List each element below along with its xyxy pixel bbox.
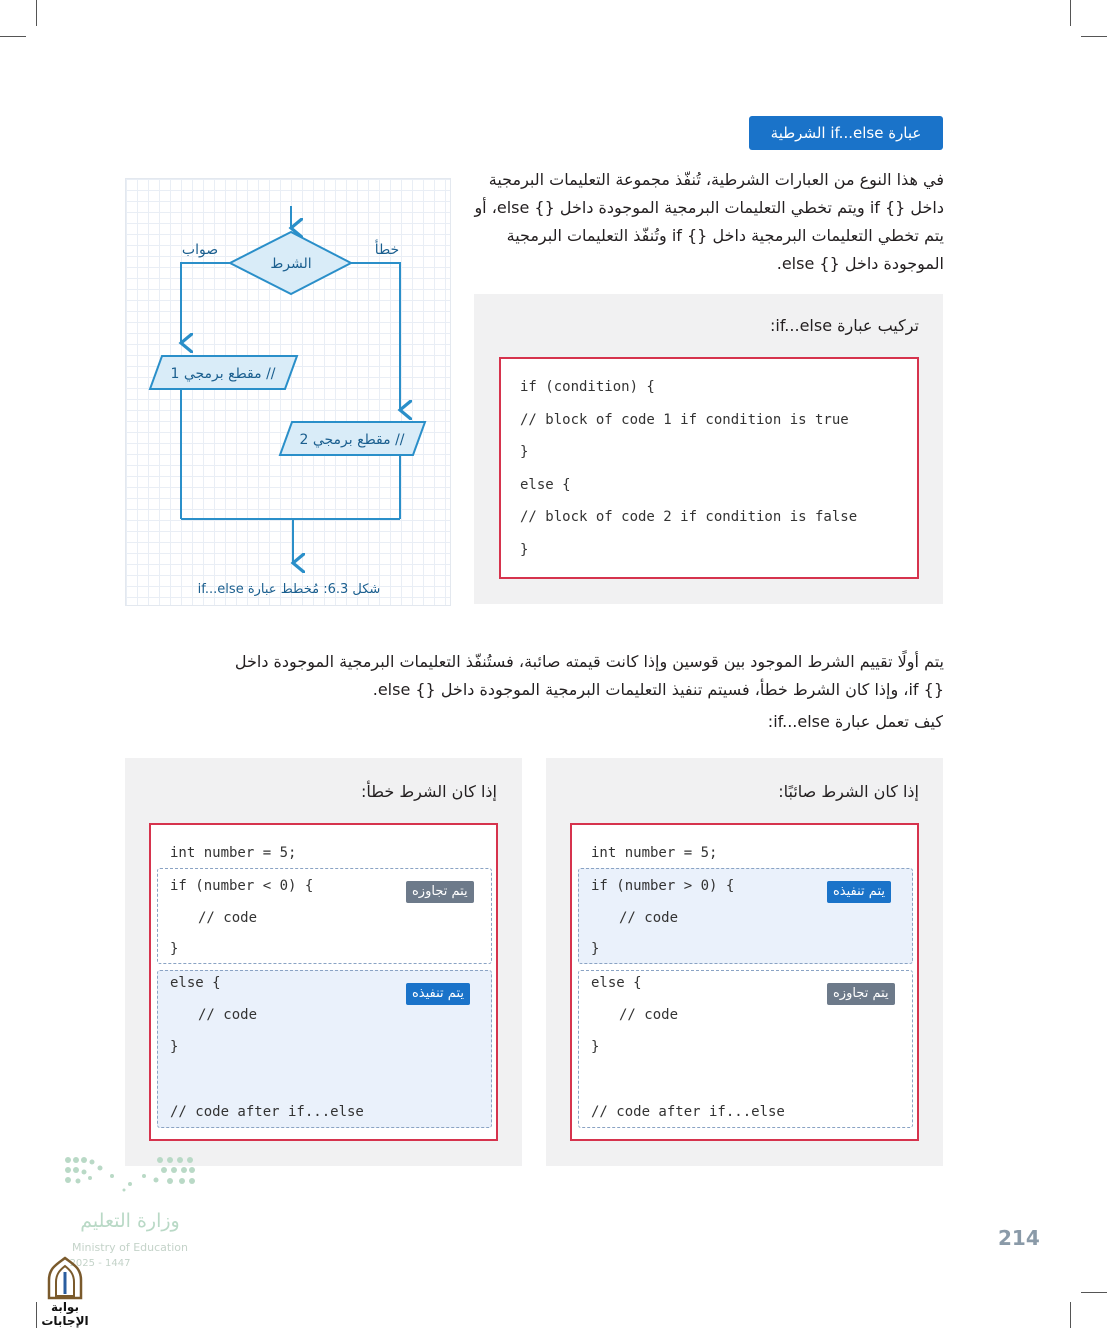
code-line: // code after if...else [591,1104,785,1120]
code-line: // code [619,910,679,926]
false-case-title: إذا كان الشرط خطأ: [360,782,497,801]
ministry-year: 2025 - 1447 [69,1258,131,1269]
code-line: // code [619,1007,679,1023]
flow-false-label: خطأ [374,242,400,258]
crop-mark [1070,1302,1071,1328]
syntax-title: تركيب عبارة if...else: [770,316,919,335]
code-line: // code after if...else [170,1104,364,1120]
intro-line: الموجودة داخل {} else. [776,254,944,273]
intro-line: يتم تخطي التعليمات البرمجية داخل {} if وتُنفّذ التعليمات البرمجية [506,226,944,245]
code-line: } [170,941,179,957]
badge-executed: يتم تنفيذه [827,881,891,903]
flowchart-caption: شكل 6.3: مُخطط عبارة if...else [197,582,381,597]
code-line: if (condition) { [520,379,655,395]
ministry-english-name: Ministry of Education [71,1241,188,1254]
code-line: } [591,941,600,957]
flow-line-false [351,263,400,410]
syntax-code-box [499,357,919,579]
code-line: } [591,1039,600,1055]
ministry-arabic-name: وزارة التعليم [80,1210,180,1232]
intro-line: داخل {} if ويتم تخطي التعليمات البرمجية الموجودة داخل {} else، أو [474,198,944,217]
code-line: if (number < 0) { [170,878,314,894]
code-line: } [170,1039,179,1055]
code-line: // code [198,1007,258,1023]
flow-line-true [181,263,230,343]
flow-block2-label: // مقطع برمجي 2 [299,432,405,448]
page-number: 214 [998,1226,1040,1250]
explain-paragraph [160,648,944,704]
code-line: else { [591,975,642,991]
badge-executed: يتم تنفيذه [406,983,470,1005]
flow-condition-label: الشرط [270,256,312,272]
watermark-text: بوابة الإجابات [41,1300,89,1328]
flow-block1-label: // مقطع برمجي 1 [170,366,276,382]
code-line: else { [170,975,221,991]
code-line: int number = 5; [170,845,297,861]
explain-line: {} if، وإذا كان الشرط خطأ، فسيتم تنفيذ التعليمات البرمجية الموجودة داخل {} else. [372,680,944,699]
badge-skipped: يتم تجاوزه [827,983,895,1005]
intro-line: في هذا النوع من العبارات الشرطية، تُنفّذ مجموعة التعليمات البرمجية [488,170,944,189]
badge-skipped: يتم تجاوزه [406,881,474,903]
code-line: } [520,444,529,460]
how-it-works-title: كيف تعمل عبارة if...else: [767,712,943,731]
code-line: // block of code 1 if condition is true [520,412,849,428]
code-line: } [520,542,529,558]
code-line: if (number > 0) { [591,878,735,894]
true-case-title: إذا كان الشرط صائبًا: [778,782,919,801]
true-case-code-box [570,823,919,1141]
code-line: else { [520,477,571,493]
code-line: int number = 5; [591,845,718,861]
false-case-code-box [149,823,498,1141]
code-line: // block of code 2 if condition is false [520,509,858,525]
ministry-dots-icon [60,1150,205,1200]
section-heading: عبارة if...else الشرطية [749,116,943,150]
explain-line: يتم أولًا تقييم الشرط الموجود بين قوسين وإذا كانت قيمته صائبة، فستُنفّذ التعليمات البرمجية الموجودة داخل [234,652,944,671]
code-line: // code [198,910,258,926]
crop-mark [1081,1292,1107,1293]
flow-true-label: صواب [181,242,219,258]
watermark-mosque-icon [43,1256,87,1300]
